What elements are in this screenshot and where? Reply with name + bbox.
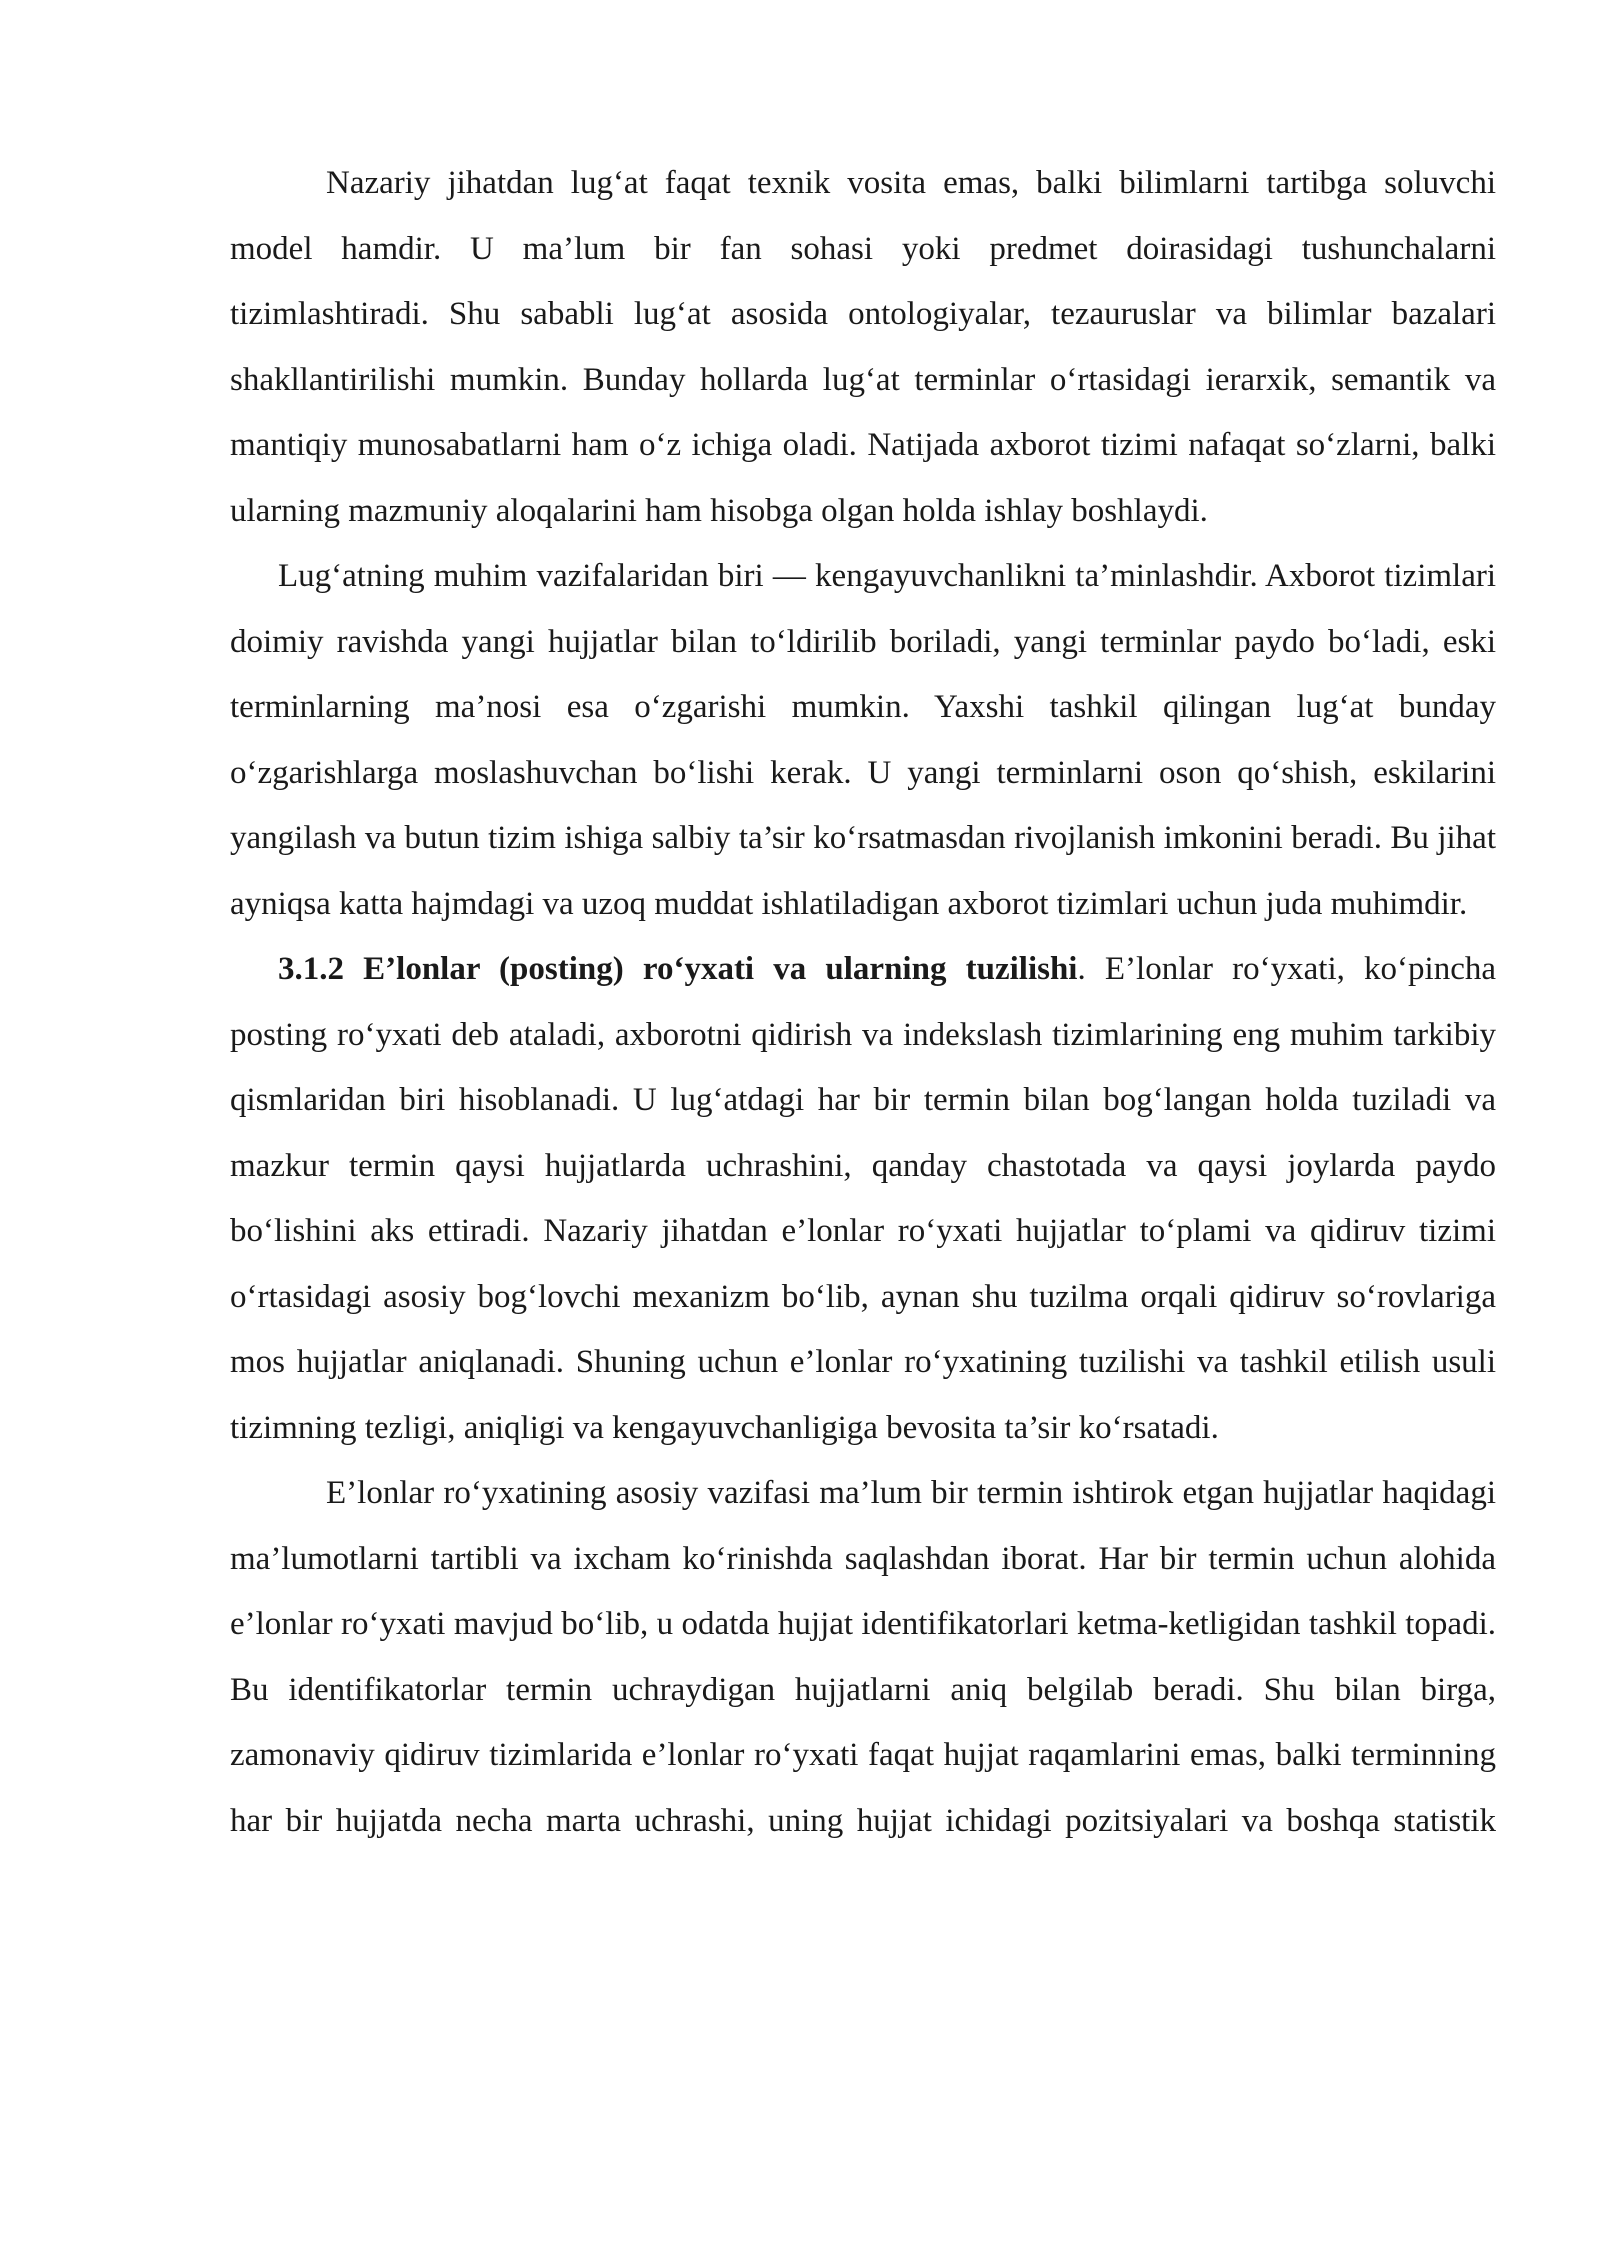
paragraph-text: Nazariy jihatdan lug‘at faqat texnik vosita emas, balki bilimlarni tartibga soluvchi model hamdir. U ma’lum bir fan sohasi yoki predmet doirasidagi tushunchalarni tizimlashtiradi. Shu sababli lug‘at asosida ontologiyalar, tezauruslar va bilimlar bazalari shakllantirilishi mumkin. Bunday hollarda lug‘at terminlar o‘rtasidagi ierarxik, semantik va mantiqiy munosabatlarni ham o‘z ichiga oladi. Natijada axborot tizimi nafaqat so‘zlarni, balki ularning mazmuniy aloqalarini ham hisobga olgan holda ishlay boshlaydi. (230, 165, 1496, 529)
paragraph-section-3-1-2 (230, 937, 1496, 1461)
paragraph-lugat-model (230, 151, 1496, 544)
paragraph-kengayuvchanlik (230, 544, 1496, 937)
section-heading: 3.1.2 E’lonlar (posting) ro‘yxati va ularning tuzilishi (278, 951, 1078, 987)
paragraph-text: . E’lonlar ro‘yxati, ko‘pincha posting ro‘yxati deb ataladi, axborotni qidirish va indekslash tizimlarining eng muhim tarkibiy qismlaridan biri hisoblanadi. U lug‘atdagi har bir termin bilan bog‘langan holda tuziladi va mazkur termin qaysi hujjatlarda uchrashini, qanday chastotada va qaysi joylarda paydo bo‘lishini aks ettiradi. Nazariy jihatdan e’lonlar ro‘yxati hujjatlar to‘plami va qidiruv tizimi o‘rtasidagi asosiy bog‘lovchi mexanizm bo‘lib, aynan shu tuzilma orqali qidiruv so‘rovlariga mos hujjatlar aniqlanadi. Shuning uchun e’lonlar ro‘yxatining tuzilishi va tashkil etilish usuli tizimning tezligi, aniqligi va kengayuvchanligiga bevosita ta’sir ko‘rsatadi. (230, 951, 1496, 1446)
paragraph-text: E’lonlar ro‘yxatining asosiy vazifasi ma’lum bir termin ishtirok etgan hujjatlar haqidagi ma’lumotlarni tartibli va ixcham ko‘rinishda saqlashdan iborat. Har bir termin uchun alohida e’lonlar ro‘yxati mavjud bo‘lib, u odatda hujjat identifikatorlari ketma-ketligidan tashkil topadi. Bu identifikatorlar termin uchraydigan hujjatlarni aniq belgilab beradi. Shu bilan birga, zamonaviy qidiruv tizimlarida e’lonlar ro‘yxati faqat hujjat raqamlarini emas, balki terminning har bir hujjatda necha marta uchrashi, uning hujjat ichidagi pozitsiyalari va boshqa statistik (230, 1475, 1496, 1839)
document-page (230, 151, 1496, 1854)
paragraph-elonlar-vazifasi (230, 1461, 1496, 1854)
paragraph-text: Lug‘atning muhim vazifalaridan biri — kengayuvchanlikni ta’minlashdir. Axborot tizimlari doimiy ravishda yangi hujjatlar bilan to‘ldirilib boriladi, yangi terminlar paydo bo‘ladi, eski terminlarning ma’nosi esa o‘zgarishi mumkin. Yaxshi tashkil qilingan lug‘at bunday o‘zgarishlarga moslashuvchan bo‘lishi kerak. U yangi terminlarni oson qo‘shish, eskilarini yangilash va butun tizim ishiga salbiy ta’sir ko‘rsatmasdan rivojlanish imkonini beradi. Bu jihat ayniqsa katta hajmdagi va uzoq muddat ishlatiladigan axborot tizimlari uchun juda muhimdir. (230, 558, 1496, 922)
